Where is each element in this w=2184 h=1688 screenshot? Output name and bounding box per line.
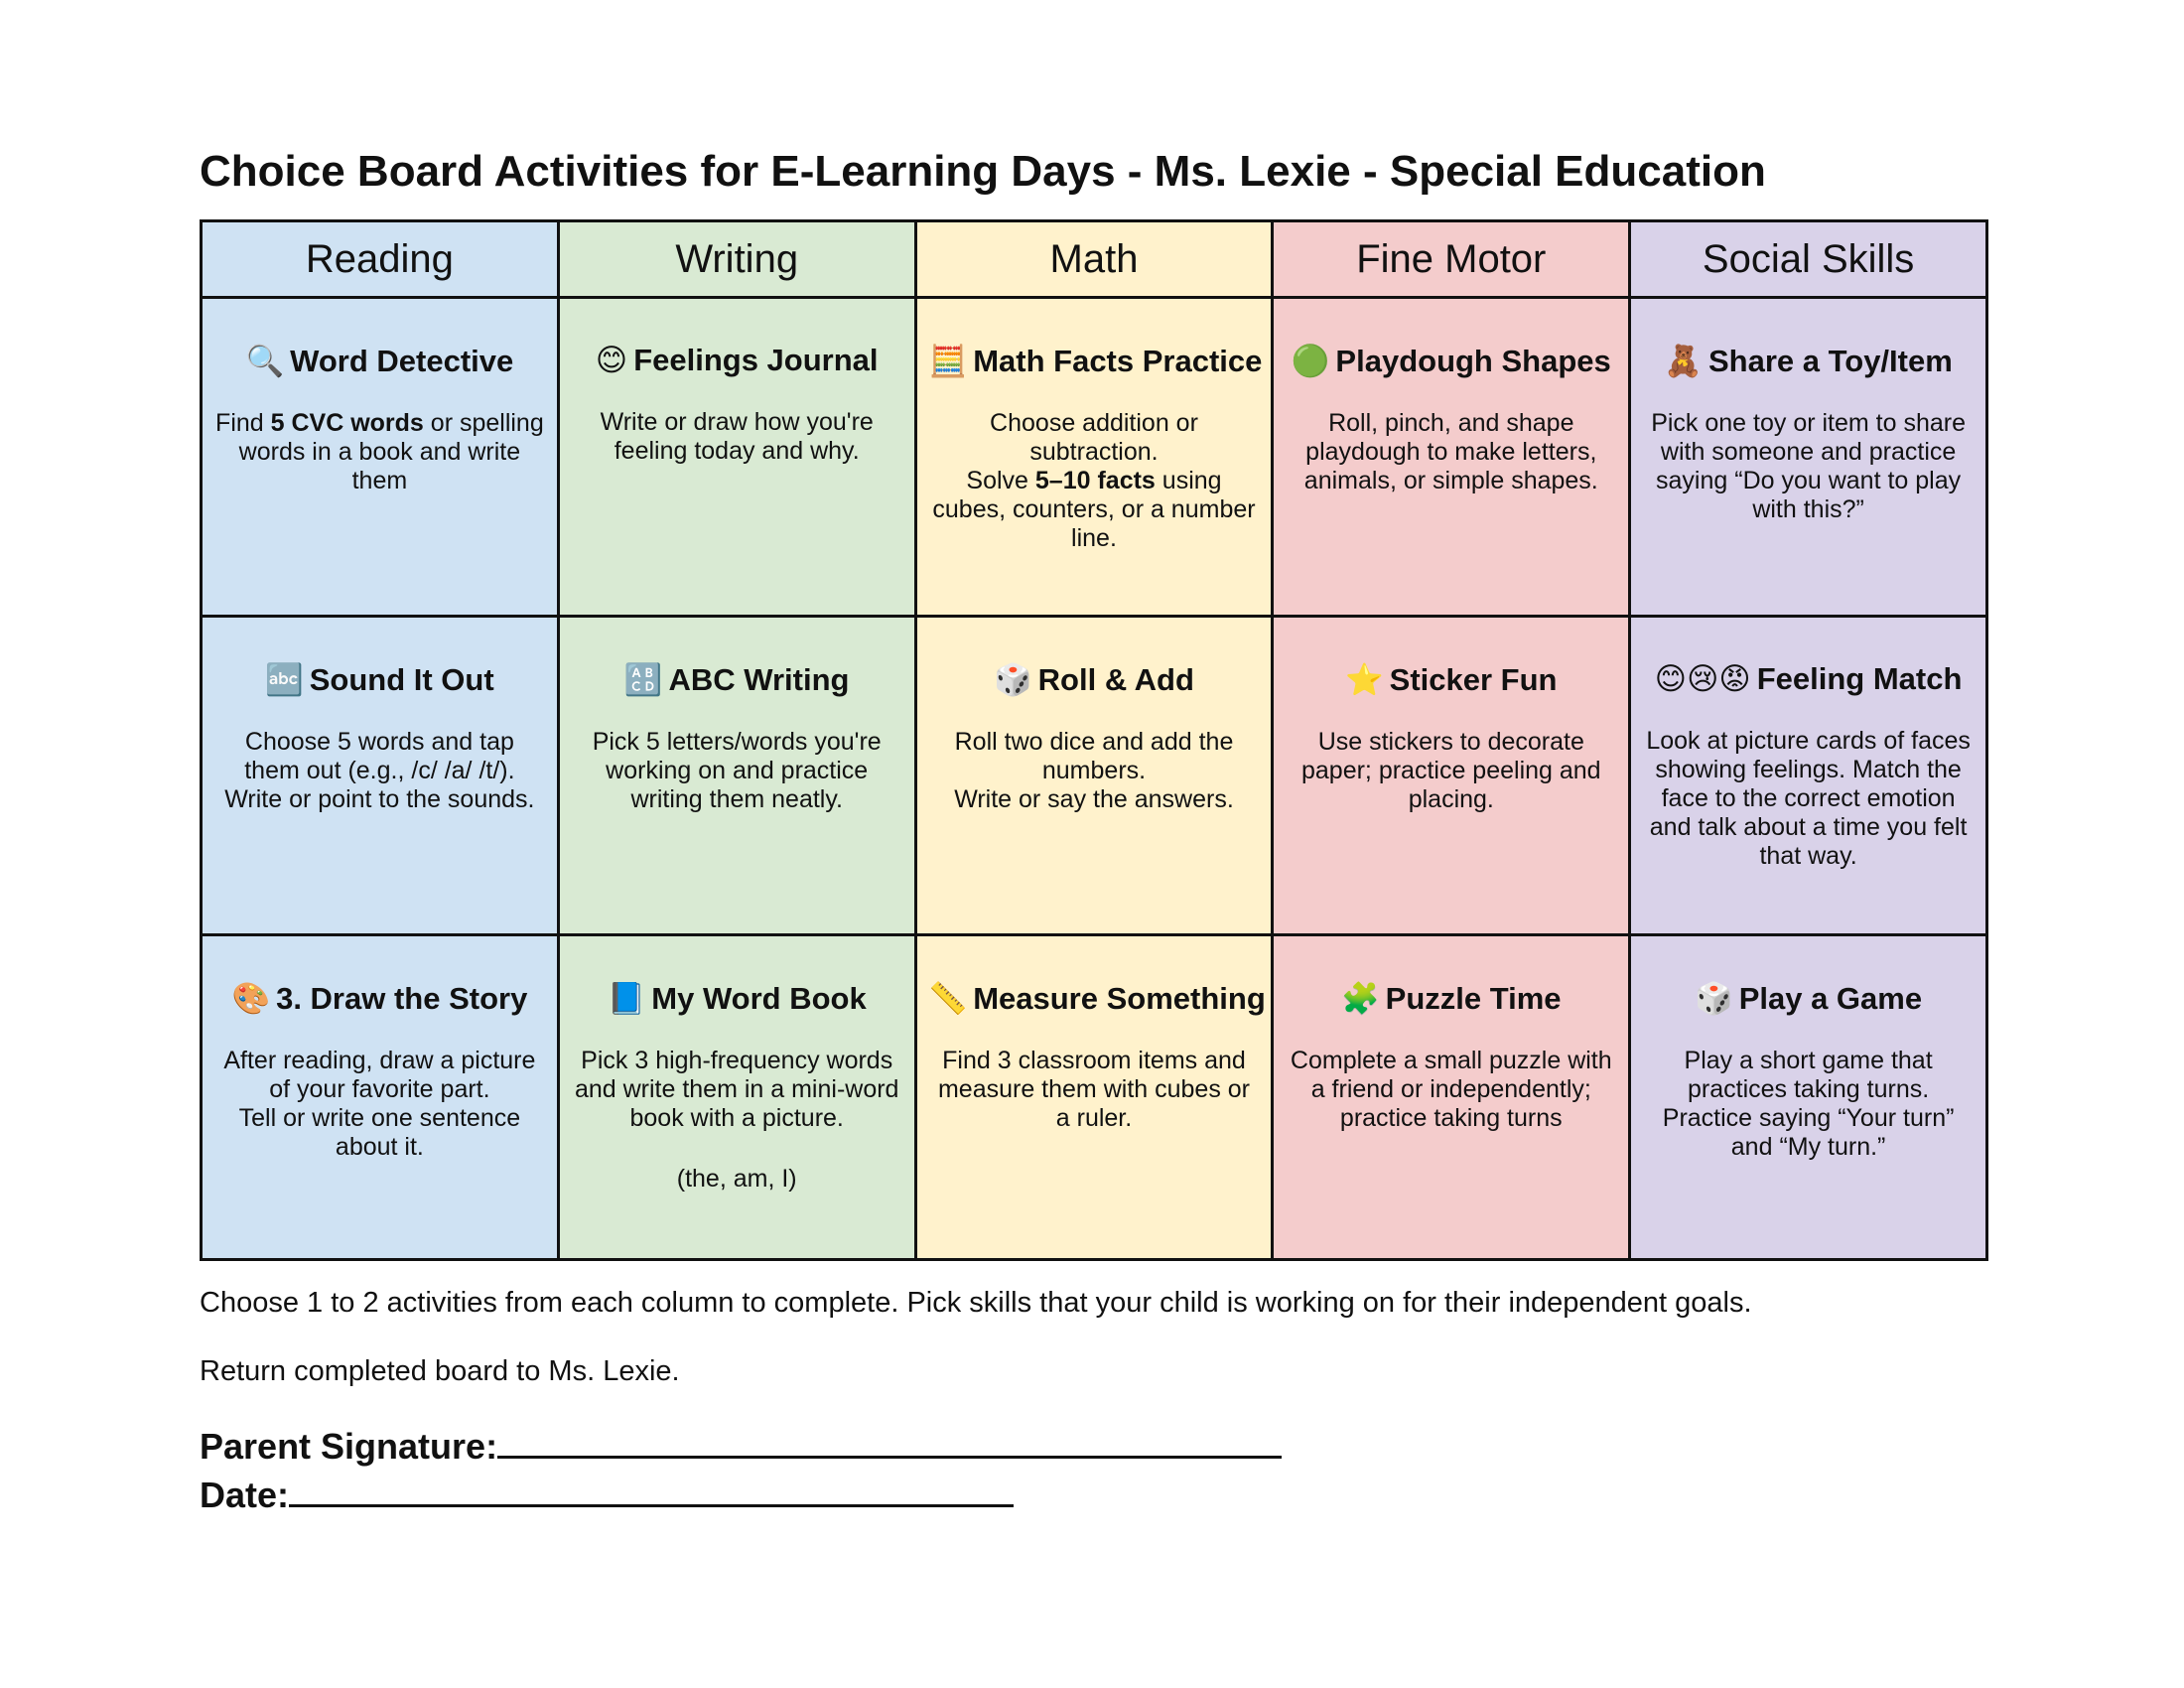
magnifying-glass-icon: 🔍	[245, 344, 285, 379]
activity-cell-word-detective	[202, 298, 559, 617]
uppercase-letters-icon: 🔠	[623, 662, 663, 698]
dice-icon: 🎲	[994, 662, 1032, 698]
parent-signature-field[interactable]	[497, 1422, 1282, 1459]
parent-signature-label: Parent Signature:	[200, 1426, 498, 1467]
column-header-math: Math	[915, 221, 1273, 298]
activity-cell-puzzle-time	[1273, 935, 1630, 1260]
activity-cell-feeling-match	[1630, 617, 1987, 935]
date-line	[200, 1471, 1014, 1516]
activity-description: Use stickers to decorate paper; practice peeling and placing.	[1300, 728, 1601, 813]
activity-row	[202, 298, 1987, 617]
activity-cell-sound-it-out	[202, 617, 559, 935]
smiling-face-icon: 😊	[595, 343, 628, 378]
column-header-social-skills: Social Skills	[1630, 221, 1987, 298]
activity-title: 🔍 Word Detective	[245, 344, 514, 379]
activity-description: Roll, pinch, and shape playdough to make letters, animals, or simple shapes.	[1303, 409, 1598, 494]
activity-cell-my-word-book	[558, 935, 915, 1260]
abacus-icon: 🧮	[928, 344, 968, 379]
column-header-writing: Writing	[558, 221, 915, 298]
activity-title: 🎲 Roll & Add	[994, 662, 1194, 698]
activity-title: 📏 Measure Something	[928, 981, 1266, 1017]
activity-title: 🔤 Sound It Out	[265, 662, 494, 698]
activity-title: 🔠 ABC Writing	[623, 662, 850, 698]
activity-cell-playdough-shapes	[1273, 298, 1630, 617]
activity-title: 😊 Feelings Journal	[595, 343, 879, 378]
abc-input-icon: 🔤	[265, 662, 304, 698]
activity-cell-share-a-toy	[1630, 298, 1987, 617]
activity-cell-sticker-fun	[1273, 617, 1630, 935]
activity-description: Pick one toy or item to share with someone and practice saying “Do you want to play with this?”	[1651, 409, 1966, 523]
activity-title: 🧸 Share a Toy/Item	[1664, 344, 1953, 379]
activity-cell-math-facts-practice	[915, 298, 1273, 617]
activity-title: 🧮 Math Facts Practice	[928, 344, 1263, 379]
activity-description: Play a short game that practices taking turns. Practice saying “Your turn” and “My turn.”	[1662, 1047, 1955, 1161]
activity-cell-feelings-journal	[558, 298, 915, 617]
activity-description: Roll two dice and add the numbers. Write or say the answers.	[954, 728, 1234, 813]
activity-description: Choose addition or subtraction. Solve 5–10 facts using cubes, counters, or a number line.	[932, 409, 1256, 552]
activity-title: 🧩 Puzzle Time	[1341, 981, 1562, 1017]
feeling-faces-icon: 😊😢😡	[1654, 661, 1751, 697]
palette-icon: 🎨	[231, 981, 271, 1017]
activity-row	[202, 617, 1987, 935]
page-title: Choice Board Activities for E-Learning Days - Ms. Lexie - Special Education	[200, 147, 1766, 196]
activity-description: Write or draw how you're feeling today and why.	[600, 408, 874, 465]
activity-title: 🎨 3. Draw the Story	[231, 981, 528, 1017]
puzzle-piece-icon: 🧩	[1341, 981, 1380, 1017]
activity-description: Find 3 classroom items and measure them with cubes or a ruler.	[937, 1047, 1250, 1132]
activity-cell-play-a-game	[1630, 935, 1987, 1260]
choice-board-table	[200, 219, 1988, 1261]
activity-title: 🎲 Play a Game	[1695, 981, 1923, 1017]
parent-signature-line	[200, 1422, 1282, 1468]
activity-description: After reading, draw a picture of your favorite part. Tell or write one sentence about it.	[223, 1047, 536, 1161]
blue-book-icon: 📘	[607, 981, 646, 1017]
activity-cell-abc-writing	[558, 617, 915, 935]
activity-description: Pick 5 letters/words you're working on and practice writing them neatly.	[592, 728, 882, 813]
date-label: Date:	[200, 1475, 290, 1515]
column-header-reading: Reading	[202, 221, 559, 298]
activity-description: Complete a small puzzle with a friend or independently; practice taking turns	[1290, 1047, 1612, 1132]
activity-description: Find 5 CVC words or spelling words in a book and write them	[215, 409, 544, 494]
return-note: Return completed board to Ms. Lexie.	[200, 1355, 680, 1387]
dice-icon: 🎲	[1695, 981, 1733, 1017]
activity-title: ⭐ Sticker Fun	[1345, 662, 1558, 698]
ruler-icon: 📏	[928, 981, 968, 1017]
activity-description: Choose 5 words and tap them out (e.g., /c/ /a/ /t/). Write or point to the sounds.	[224, 728, 535, 813]
activity-description: Pick 3 high-frequency words and write them in a mini-word book with a picture. (the, am, I)	[574, 1047, 899, 1193]
star-icon: ⭐	[1345, 662, 1384, 698]
activity-row	[202, 935, 1987, 1260]
teddy-bear-icon: 🧸	[1664, 344, 1703, 379]
activity-cell-draw-the-story	[202, 935, 559, 1260]
activity-cell-roll-and-add	[915, 617, 1273, 935]
instructions-text: Choose 1 to 2 activities from each column to complete. Pick skills that your child is working on for their independent goals.	[200, 1287, 1752, 1319]
activity-title: 📘 My Word Book	[607, 981, 867, 1017]
activity-title: 😊😢😡 Feeling Match	[1654, 661, 1963, 697]
activity-title: 🟢 Playdough Shapes	[1291, 344, 1611, 379]
date-field[interactable]	[289, 1471, 1014, 1507]
green-circle-icon: 🟢	[1291, 344, 1330, 379]
activity-description: Look at picture cards of faces showing feelings. Match the face to the correct emotion and talk about a time you felt that way.	[1646, 727, 1971, 870]
activity-cell-measure-something	[915, 935, 1273, 1260]
column-header-row	[202, 221, 1987, 298]
column-header-fine-motor: Fine Motor	[1273, 221, 1630, 298]
